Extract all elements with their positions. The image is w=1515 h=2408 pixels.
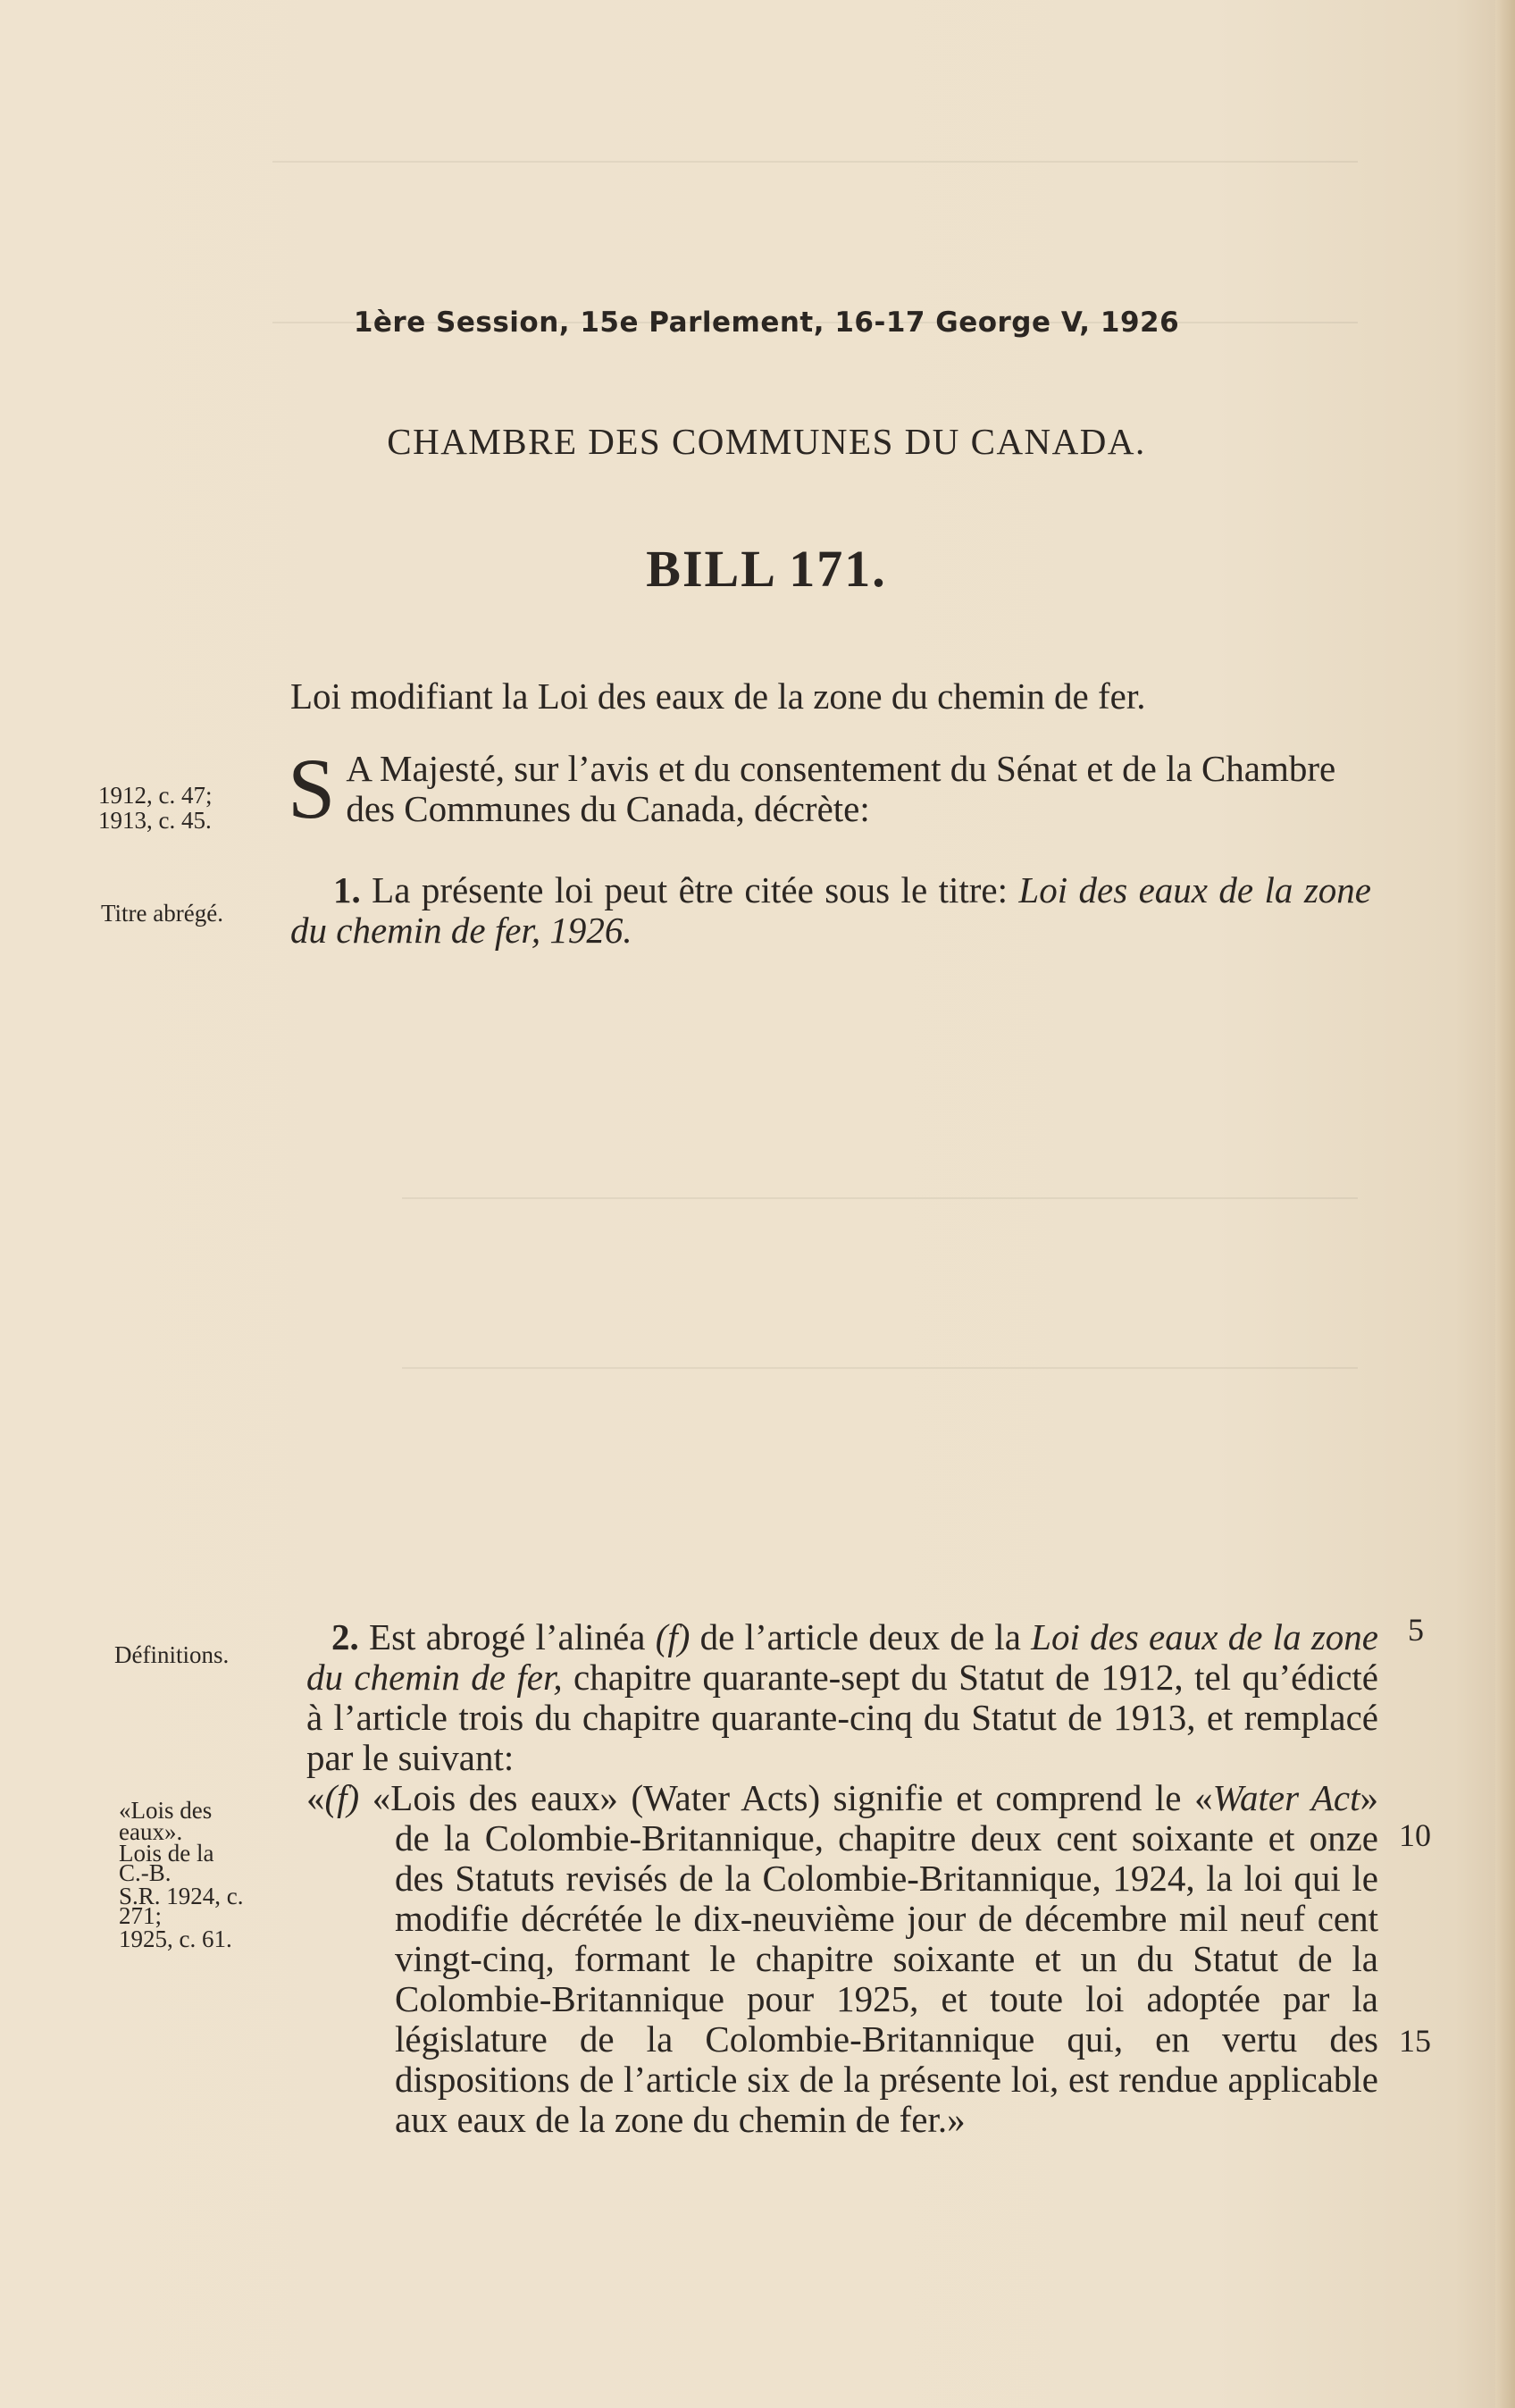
quote-mark: « — [306, 1777, 325, 1818]
margin-note-line: eaux». — [119, 1818, 183, 1845]
clause-number: 1. — [333, 869, 361, 910]
margin-note-line: 271; — [119, 1902, 163, 1929]
margin-note-line: S.R. 1924, c. — [119, 1883, 244, 1909]
enacting-text: A Majesté, sur l’avis et du consentement du Sénat et de la Chambre des Communes du Canada, décrète: — [346, 748, 1336, 829]
clause-1 — [290, 870, 1371, 951]
bill-title: BILL 171. — [646, 540, 887, 598]
line-number: 10 — [1399, 1817, 1431, 1853]
line-number: 5 — [1408, 1612, 1424, 1648]
paragraph-label: (f) — [324, 1777, 360, 1818]
paragraph-text: » de la Colombie-Britannique, chapitre deux cent soixante et onze des Statuts revisés de la Colombie-Britannique, 1924, la loi qui le modifie décrétée le dix-neuvième jour de décembre mil neuf cent vingt-cinq, formant le chapitre soixante et un du Statut de la Colombie-Britannique pour 1925, et toute loi adoptée par la législature de la Colombie-Britannique qui, en vertu des dispositions de l’article six de la présente loi, est rendue applicable aux eaux de la zone du chemin de fer.» — [395, 1777, 1378, 2140]
bleed-through-rule — [272, 161, 1358, 163]
clause-text: de l’article deux de la — [690, 1616, 1032, 1657]
session-line: 1ère Session, 15e Parlement, 16-17 George V, 1926 — [353, 306, 1180, 339]
act-name: Loi des eaux de la zone du chemin de fer, — [306, 1616, 1379, 1698]
line-number: 15 — [1399, 2023, 1431, 2059]
margin-note-definitions: Définitions. — [114, 1641, 230, 1668]
enacting-clause — [288, 741, 1369, 836]
clause-2 — [306, 1617, 1378, 2140]
clause-text: chapitre quarante-sept du Statut de 1912, tel qu’édicté à l’article trois du chapitre quarante-cinq du Statut de 1913, et remplacé par le suivant: — [306, 1657, 1379, 1778]
clause-text-italic: (f) — [655, 1616, 691, 1657]
clause-text: Est abrogé l’alinéa — [369, 1616, 656, 1657]
paragraph-text: «Lois des eaux» (Water Acts) signifie et comprend le « — [359, 1777, 1213, 1818]
margin-note-citation-1912: 1912, c. 47; — [98, 782, 213, 809]
drop-cap: S — [288, 741, 336, 836]
act-name: Water Act — [1212, 1777, 1360, 1818]
clause-number: 2. — [331, 1616, 359, 1657]
margin-note-line: 1925, c. 61. — [119, 1926, 232, 1952]
chamber-heading: CHAMBRE DES COMMUNES DU CANADA. — [387, 421, 1146, 462]
bleed-through-text — [759, 71, 769, 117]
margin-note-citation-1913: 1913, c. 45. — [98, 807, 212, 834]
bleed-through-rule — [402, 1197, 1358, 1199]
margin-note-line: Lois de la — [119, 1840, 214, 1867]
margin-note-line: C.-B. — [119, 1859, 172, 1886]
short-title: Loi des eaux de la zone du chemin de fer, 1926. — [290, 869, 1371, 951]
bill-subtitle: Loi modifiant la Loi des eaux de la zone du chemin de fer. — [290, 675, 1146, 717]
page-edge — [1495, 0, 1515, 2408]
margin-note-line: «Lois des — [119, 1797, 213, 1824]
bleed-through-rule — [402, 1367, 1358, 1369]
clause-1-text: La présente loi peut être citée sous le titre: — [372, 869, 1019, 910]
paragraph-f — [306, 1778, 1378, 2140]
clause-2-intro — [306, 1617, 1378, 1778]
margin-note-short-title: Titre abrégé. — [101, 900, 223, 927]
margin-note-water-acts — [119, 1798, 244, 1951]
